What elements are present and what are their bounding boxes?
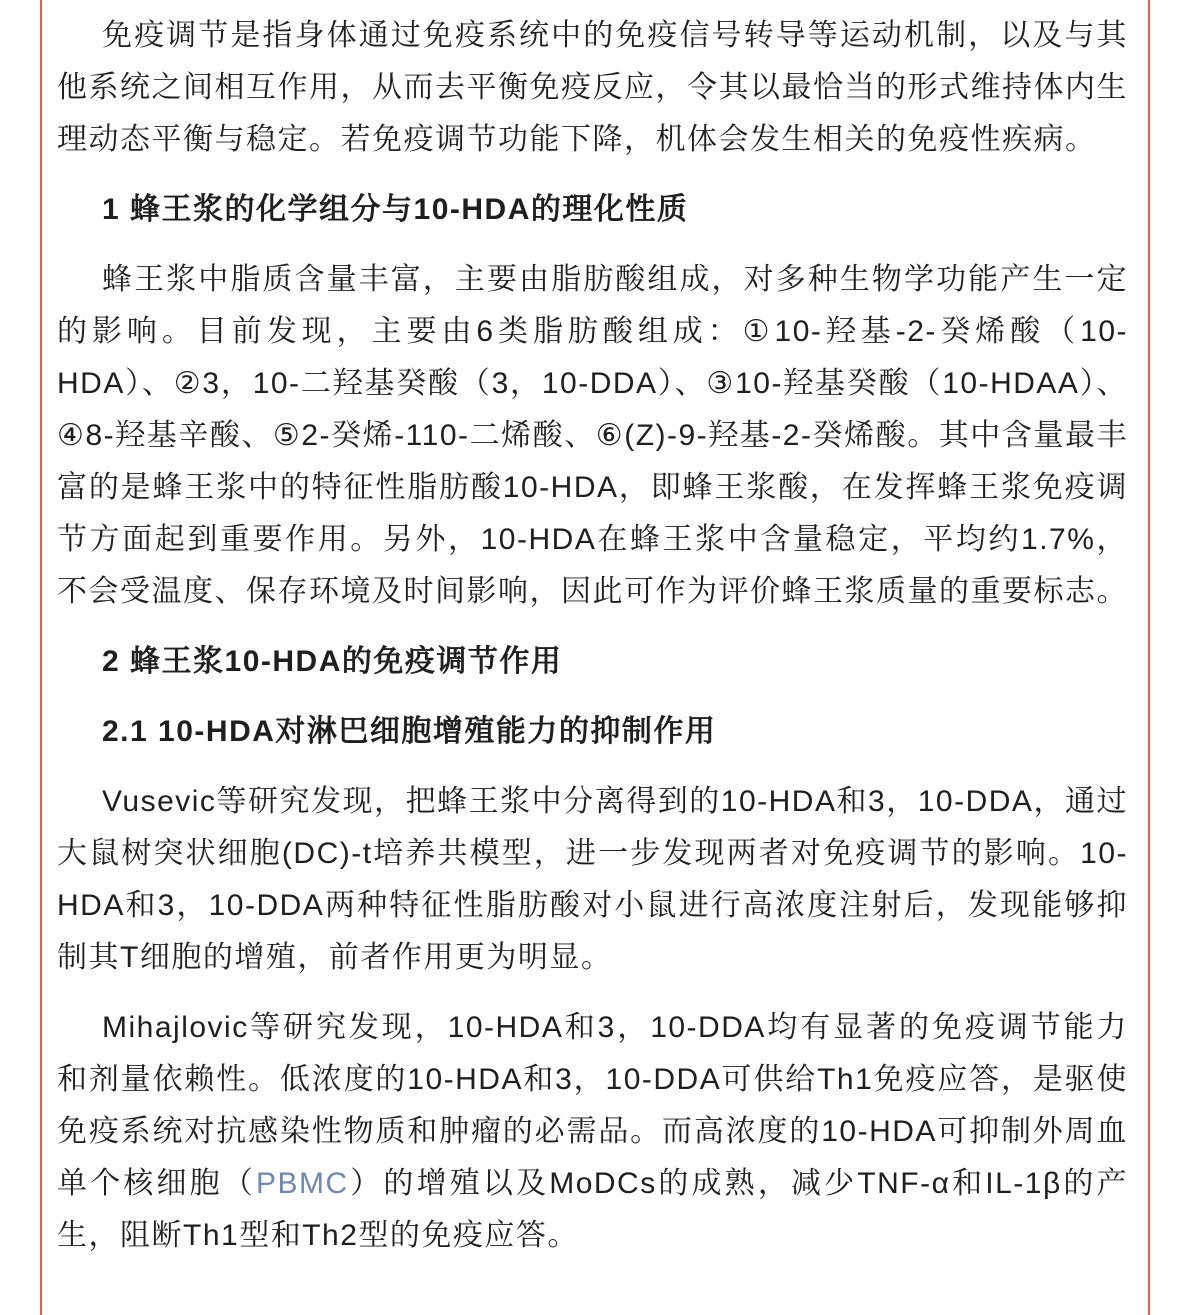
intro-paragraph: 免疫调节是指身体通过免疫系统中的免疫信号转导等运动机制，以及与其他系统之间相互作用，从而去平衡免疫反应，令其以最恰当的形式维持体内生理动态平衡与稳定。若免疫调节功能下降，机体会发生相关的免疫性疾病。	[57, 19, 1128, 156]
mihajlovic-paragraph-text-before: Mihajlovic等研究发现，10-HDA和3，10-DDA均有显著的免疫调节能力和剂量依赖性。低浓度的10-HDA和3，10-DDA可供给Th1免疫应答，是驱使免疫系统对抗感染性物质和肿瘤的必需品。而高浓度的10-HDA可抑制外周血单个核细胞（	[57, 1011, 1128, 1200]
pbmc-link[interactable]: PBMC	[255, 1167, 349, 1200]
mihajlovic-paragraph	[57, 1002, 1128, 1262]
section-2-1-heading: 2.1 10-HDA对淋巴细胞增殖能力的抑制作用	[102, 715, 717, 748]
section-1-heading: 1 蜂王浆的化学组分与10-HDA的理化性质	[102, 193, 689, 226]
section-1-paragraph: 蜂王浆中脂质含量丰富，主要由脂肪酸组成，对多种生物学功能产生一定的影响。目前发现，主要由6类脂肪酸组成：①10-羟基-2-癸烯酸（10-HDA）、②3，10-二羟基癸酸（3，10-DDA）、③10-羟基癸酸（10-HDAA）、④8-羟基辛酸、⑤2-癸烯-110-二烯酸、⑥(Z)-9-羟基-2-癸烯酸。其中含量最丰富的是蜂王浆中的特征性脂肪酸10-HDA，即蜂王浆酸，在发挥蜂王浆免疫调节方面起到重要作用。另外，10-HDA在蜂王浆中含量稳定，平均约1.7%，不会受温度、保存环境及时间影响，因此可作为评价蜂王浆质量的重要标志。	[57, 263, 1128, 608]
section-2-heading: 2 蜂王浆10-HDA的免疫调节作用	[102, 645, 563, 678]
vusevic-paragraph: Vusevic等研究发现，把蜂王浆中分离得到的10-HDA和3，10-DDA，通过大鼠树突状细胞(DC)-t培养共模型，进一步发现两者对免疫调节的影响。10-HDA和3，10-DDA两种特征性脂肪酸对小鼠进行高浓度注射后，发现能够抑制其T细胞的增殖，前者作用更为明显。	[57, 785, 1128, 974]
mihajlovic-paragraph-text-after: ）的增殖以及MoDCs的成熟，减少TNF-α和IL-1β的产生，阻断Th1型和Th2型的免疫应答。	[57, 1167, 1129, 1252]
